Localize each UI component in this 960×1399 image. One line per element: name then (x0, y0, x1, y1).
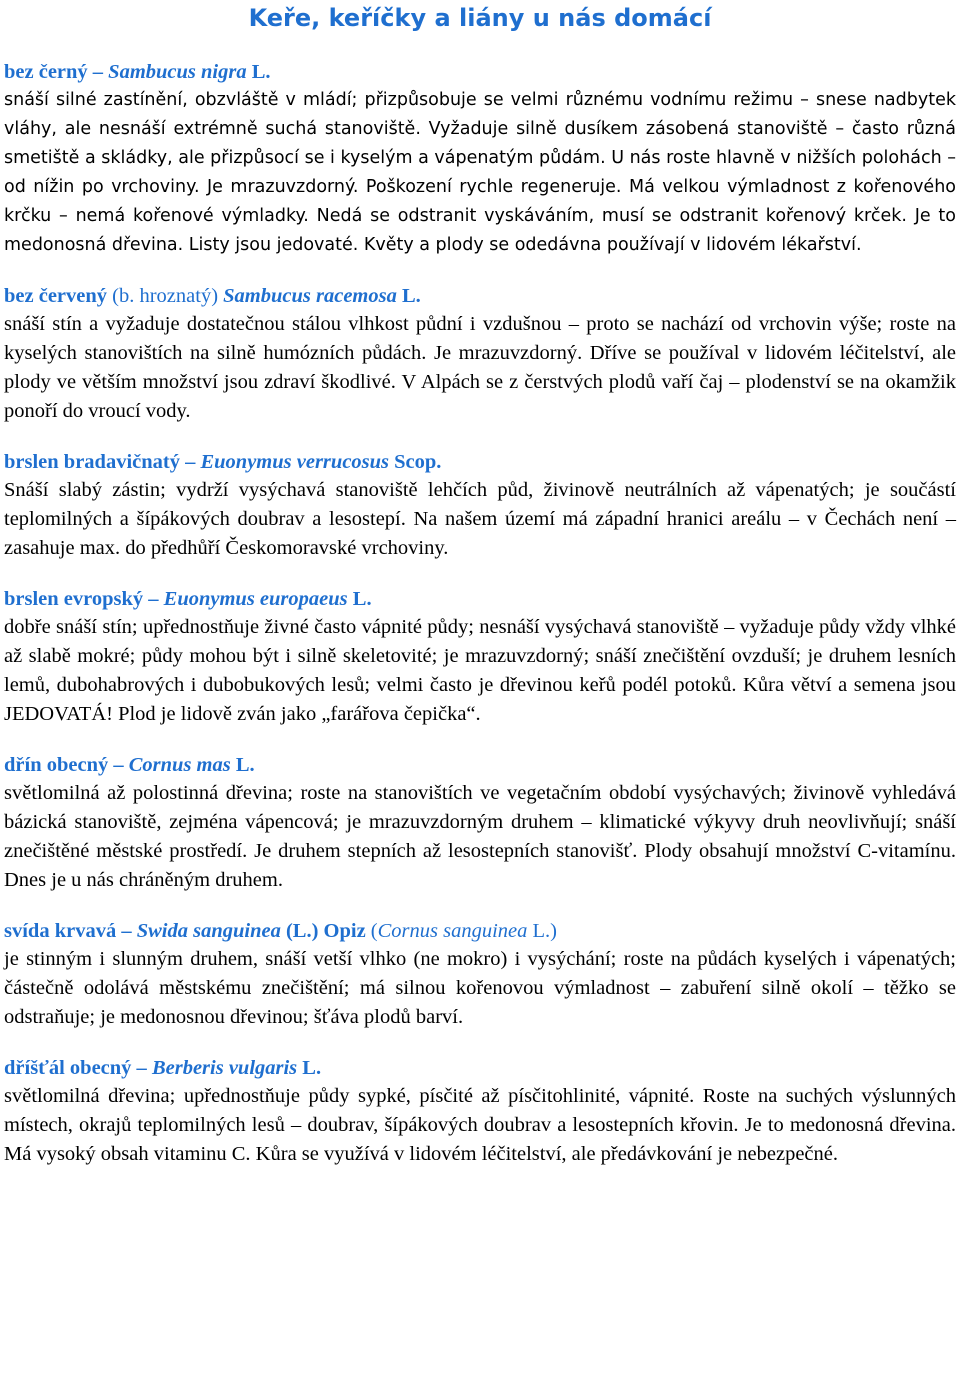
species-latin-name: Berberis vulgaris (151, 1057, 298, 1079)
species-alt-name: (b. hroznatý) (107, 285, 224, 307)
species-description: snáší stín a vyžaduje dostatečnou stálou vlhkost půdní i vzdušnou – proto se nachází od vrchovin výše; roste na kyselých stanovištích na silně humózních půdách. Je mrazuvzdorný. Dříve se používal v lidovém léčitelství, ale plody ve větším množství jsou zdraví škodlivé. V Alpách se z čerstvých plodů vaří čaj – plodenství se na okamžik ponoří do vroucí vody. (4, 313, 956, 422)
species-heading (4, 917, 956, 945)
species-author: L. (246, 61, 271, 83)
species-common-name: dříšťál obecný – (4, 1057, 152, 1079)
species-synonym-author: L.) (527, 920, 558, 942)
species-heading (4, 1054, 956, 1082)
species-common-name: dřín obecný – (4, 754, 129, 776)
species-heading (4, 585, 956, 613)
document-page (4, 0, 956, 1191)
species-synonym-open: ( (365, 920, 378, 942)
species-latin-name: Sambucus racemosa (223, 285, 397, 307)
species-common-name: bez černý – (4, 61, 109, 83)
species-author: L. (297, 1057, 322, 1079)
species-description: je stinným i slunným druhem, snáší vetší vlhko (ne mokro) i vysýchání; roste na půdách kyselých i vápenatých; částečně odolává městskému znečištění; má silnou kořenovou výmladnost – zabuření silně okolí – těžko se odstraňuje; je medonosnou dřevinou; šťáva plodů barví. (4, 948, 956, 1028)
species-latin-name: Euonymus verrucosus (200, 451, 390, 473)
species-heading (4, 58, 956, 86)
species-heading (4, 448, 956, 476)
species-description: snáší silné zastínění, obzvláště v mládí; přizpůsobuje se velmi různému vodnímu režimu – snese nadbytek vláhy, ale nesnáší extrémně suchá stanoviště. Vyžaduje silně dusíkem zásobená stanoviště – často různá smetiště a skládky, ale přizpůsocí se i kyselým a vápenatým půdám. U nás roste hlavně v nižších polohách – od nížin po vrchoviny. Je mrazuvzdorný. Poškození rychle regeneruje. Má velkou výmladnost z kořenového krčku – nemá kořenové výmladky. Nedá se odstranit vyskáváním, musí se odstranit kořenový krček. Je to medonosná dřevina. Listy jsou jedovaté. Květy a plody se odedávna používají v lidovém lékařství. (4, 90, 956, 255)
species-entry-brslen-bradavicnaty (4, 448, 956, 563)
species-entry-bez-cerveny (4, 282, 956, 426)
species-author: (L.) Opiz (280, 920, 366, 942)
species-heading (4, 751, 956, 779)
species-description: světlomilná až polostinná dřevina; roste na stanovištích ve vegetačním období vysýchavých; živinově vyhledává bázická stanoviště, zejména vápencová; je mrazuvzdorným druhem – klimatické výkyvy druh neovlivňují; snáší znečištěné městské prostředí. Je druhem stepních až lesostepních stanovišť. Plody obsahují množství C-vitamínu. Dnes je u nás chráněným druhem. (4, 782, 956, 891)
species-latin-name: Cornus mas (128, 754, 231, 776)
species-common-name: brslen bradavičnatý – (4, 451, 201, 473)
species-entry-brslen-evropsky (4, 585, 956, 729)
species-synonym-latin: Cornus sanguinea (377, 920, 528, 942)
species-entry-svida-krvava (4, 917, 956, 1032)
species-entry-dristal-obecny (4, 1054, 956, 1169)
species-entry-drin-obecny (4, 751, 956, 895)
document-title: Keře, keříčky a liány u nás domácí (248, 4, 712, 32)
species-author: L. (347, 588, 372, 610)
species-common-name: bez červený (4, 285, 108, 307)
species-description: Snáší slabý zástin; vydrží vysýchavá stanoviště lehčích půd, živinově neutrálních až vápenatých; je součástí teplomilných a šípákových doubrav a lesostepí. Na našem území má západní hranici areálu – v Čechách není – zasahuje max. do předhůří Českomoravské vrchoviny. (4, 479, 956, 559)
species-latin-name: Sambucus nigra (108, 61, 247, 83)
species-author: Scop. (389, 451, 442, 473)
species-description: světlomilná dřevina; upřednostňuje půdy sypké, písčité až písčitohlinité, vápnité. Roste na suchých výslunných místech, okrajů teplomilných lesů – doubrav, šípákových doubrav a lesostepních křovin. Je to medonosná dřevina. Má vysoký obsah vitaminu C. Kůra se využívá v lidovém léčitelství, ale předávkování je nebezpečné. (4, 1085, 956, 1165)
species-common-name: brslen evropský – (4, 588, 164, 610)
species-heading (4, 282, 956, 310)
species-entry-bez-cerny (4, 58, 956, 260)
species-common-name: svída krvavá – (4, 920, 137, 942)
species-description: dobře snáší stín; upřednostňuje živné často vápnité půdy; nesnáší vysýchavá stanoviště – vyžaduje půdy vždy vlhké až slabě mokré; půdy mohou být i silně skeletovité; je mrazuvzdorný; snáší znečištění ovzduší; je druhem lesních lemů, dubohabrových i dubobukových lesů; velmi často je dřevinou keřů podél potoků. Kůra větví a semena jsou JEDOVATÁ! Plod je lidově zván jako „farářova čepička“. (4, 616, 956, 725)
species-author: L. (396, 285, 421, 307)
species-author: L. (230, 754, 255, 776)
species-latin-name: Swida sanguinea (136, 920, 281, 942)
species-latin-name: Euonymus europaeus (163, 588, 348, 610)
